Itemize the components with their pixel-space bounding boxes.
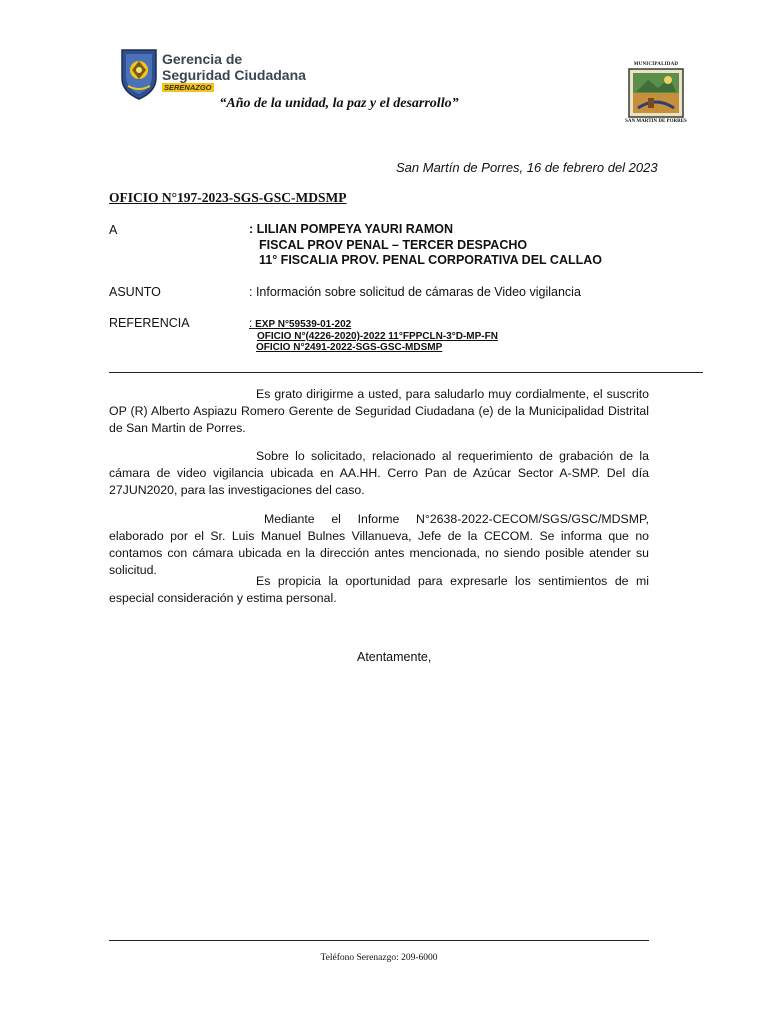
reference-item: OFICIO N°(4226-2020)-2022 11°FPPCLN-3°D-MP-FN xyxy=(257,330,498,342)
header-divider xyxy=(109,372,703,373)
letter-date: San Martín de Porres, 16 de febrero del 2023 xyxy=(396,160,658,175)
body-paragraph-2: Sobre lo solicitado, relacionado al requerimiento de grabación de la cámara de video vigilancia ubicada en AA.HH. Cerro Pan de Azúcar Sector A-SMP. Del día 27JUN2020, para las investigaciones del caso. xyxy=(109,449,649,497)
recipient-office: 11° FISCALIA PROV. PENAL CORPORATIVA DEL CALLAO xyxy=(259,253,603,267)
municipalidad-logo xyxy=(620,62,692,128)
to-separator: : xyxy=(249,222,254,236)
muni-logo-bottom-text: SAN MARTIN DE PORRES xyxy=(625,119,687,124)
reference-label: REFERENCIA xyxy=(109,316,190,330)
reference-item: OFICIO N°2491-2022-SGS-GSC-MDSMP xyxy=(256,342,443,353)
recipient-position: FISCAL PROV PENAL – TERCER DESPACHO xyxy=(259,237,528,252)
recipient-block xyxy=(249,222,602,269)
body-paragraph-3: Mediante el Informe N°2638-2022-CECOM/SGS/GSC/MDSMP, elaborado por el Sr. Luis Manuel Bulnes Villanueva, Jefe de la CECOM. Se informa que no contamos con cámara ubicada en la dirección antes mencionada, no siendo posible atender su solicitud. xyxy=(109,512,649,577)
subject-value: : Información sobre solicitud de cámaras de Video vigilancia xyxy=(249,285,581,299)
to-label: A xyxy=(109,223,118,237)
oficio-number: OFICIO N°197-2023-SGS-GSC-MDSMP xyxy=(109,190,347,205)
dept-name-line2: Seguridad Ciudadana xyxy=(162,67,306,83)
subject-label: ASUNTO xyxy=(109,285,161,299)
footer-divider xyxy=(109,940,649,941)
serenazgo-label: SERENAZGO xyxy=(164,83,212,92)
body-paragraph-1: Es grato dirigirme a usted, para saludarlo muy cordialmente, el suscrito OP (R) Alberto Aspiazu Romero Gerente de Seguridad Ciudadana (e) de la Municipalidad Distrital de San Martin de Porres. xyxy=(109,387,649,435)
recipient-name: LILIAN POMPEYA YAURI RAMON xyxy=(256,222,453,236)
dept-name-line1: Gerencia de xyxy=(162,51,243,67)
reference-separator: : xyxy=(249,316,253,330)
footer-phone: Teléfono Serenazgo: 209-6000 xyxy=(320,953,438,963)
year-motto: “Año de la unidad, la paz y el desarrollo” xyxy=(219,96,459,111)
closing-salutation: Atentamente, xyxy=(357,650,432,664)
reference-list xyxy=(249,318,498,354)
muni-logo-top-text: MUNICIPALIDAD xyxy=(633,62,679,67)
reference-item: EXP N°59539-01-202 xyxy=(255,319,352,330)
shield-emblem-icon xyxy=(120,48,158,100)
body-paragraph-4: Es propicia la oportunidad para expresarle los sentimientos de mi especial consideración y estima personal. xyxy=(109,574,649,605)
